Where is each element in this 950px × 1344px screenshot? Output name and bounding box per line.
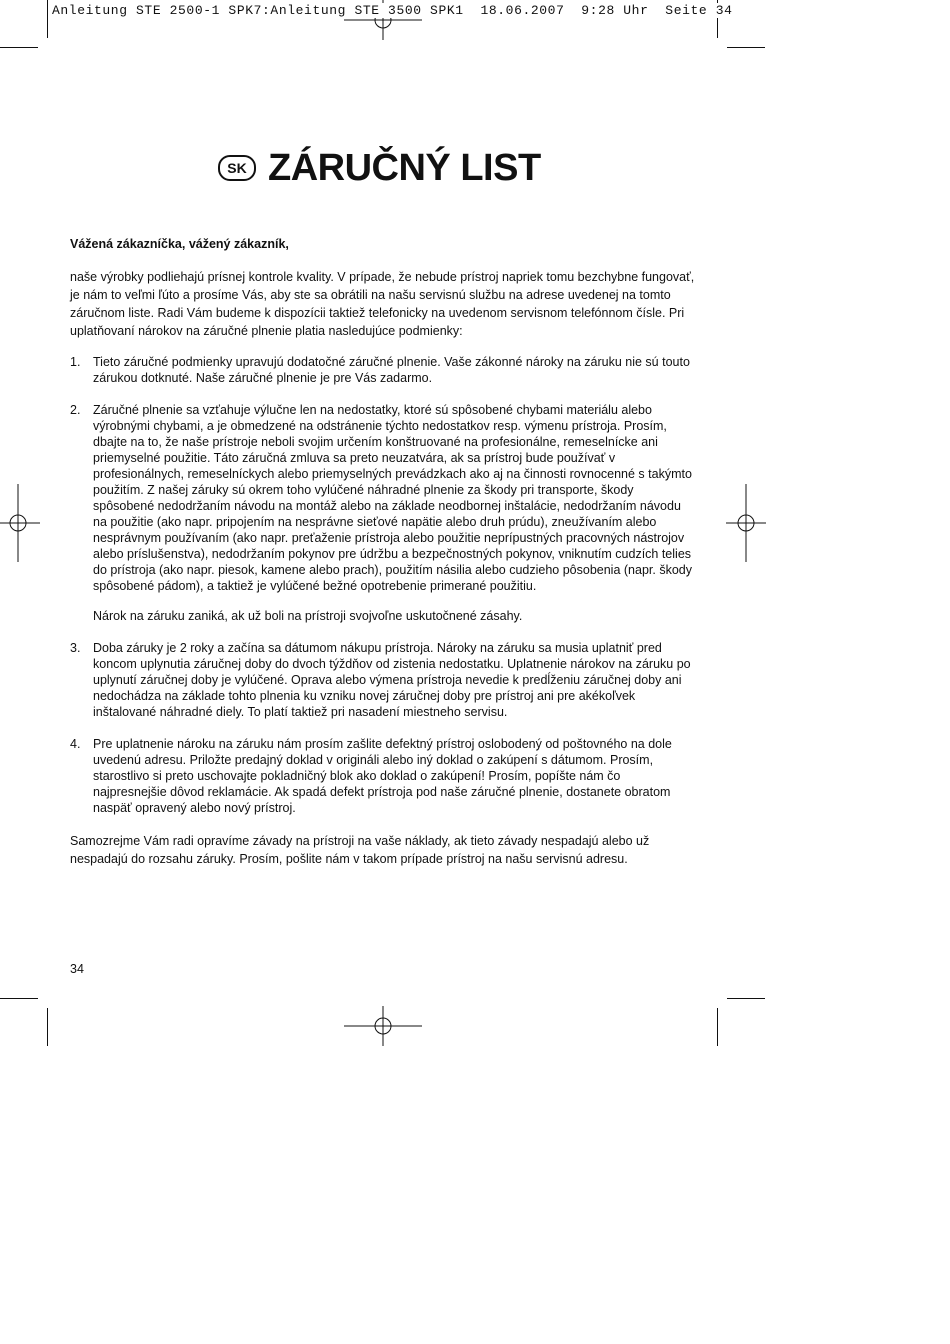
crop-mark-top-right-horizontal [727, 47, 765, 48]
crop-mark-bottom-left-horizontal [0, 998, 38, 999]
crop-mark-bottom-right-vertical [717, 1008, 718, 1046]
warranty-text [70, 236, 695, 868]
page-number: 34 [70, 962, 84, 976]
list-item-text: Záručné plnenie sa vzťahuje výlučne len na nedostatky, ktoré sú spôsobené chybami materiálu alebo výrobnými chybami, a je obmedzené na odstránenie týchto nedostatkov resp. výmenu prístroja. Prosím, dbajte na to, že naše prístroje neboli svojim určením konštruované na profesionálne, remeselnícke ani priemyselné použitie. Táto záručná zmluva sa preto neuzatvára, ak sa prístroj bude používať v profesionálnych, remeselníckych alebo priemyselných prevádzkach ako aj na činnosti rovnocenné s takýmto použitím. Z našej záruky sú okrem toho vylúčené náhradné plnenie za škody pri transporte, škody spôsobené nedodržaním návodu na montáž alebo na základe neodbornej inštalácie, nedodržaním návodu na použitie (ako napr. pripojením na nesprávne sieťové napätie alebo druh prúdu), zneužívaním alebo nesprávnym používaním (ako napr. preťaženie prístroja alebo použitie neprípustných pracovných nástrojov alebo príslušenstva), nedodržaním pokynov pre údržbu a bezpečnostných pokynov, vniknutím cudzích telies do prístroja (ako napr. piesok, kamene alebo prach), použitím násilia alebo cudzieho pôsobenia (napr. škody spôsobené pádom), a taktiež je vylúčené bežné opotrebenie primerané použitiu. [93, 403, 692, 593]
list-item-number: 3. [70, 641, 81, 655]
list-item-text: Pre uplatnenie nároku na záruku nám prosím zašlite defektný prístroj oslobodený od poštovného na dole uvedenú adresu. Priložte predajný doklad v origináli alebo iný doklad o zakúpení s dátumom. Prosím, starostlivo si preto uschovajte pokladničný blok ako doklad o zakúpení! Prosím, popíšte nám čo najpresnejšie dôvod reklamácie. Ak spadá defekt prístroja pod naše záručné plnenie, dostanete obratom naspäť opravený alebo nový prístroj. [93, 737, 672, 815]
page-header [218, 140, 541, 196]
intro-paragraph: naše výrobky podliehajú prísnej kontrole kvality. V prípade, že nebude prístroj napriek tomu bezchybne fungovať, je nám to veľmi ľúto a prosíme Vás, aby ste sa obrátili na našu servisnú službu na adrese uvedenej na tomto záručnom liste. Radi Vám budeme k dispozícii taktiež telefonicky na uvedenom servisnom telefónnom čísle. Pri uplatňovaní nárokov na záručné plnenie platia nasledujúce podmienky: [70, 270, 695, 338]
list-item-text: Tieto záručné podmienky upravujú dodatočné záručné plnenie. Vaše zákonné nároky na záruku nie sú touto zárukou dotknuté. Naše záručné plnenie je pre Vás zadarmo. [93, 355, 690, 385]
list-item [70, 640, 695, 720]
closing-paragraph: Samozrejme Vám radi opravíme závady na prístroji na vaše náklady, ak tieto závady nespadajú alebo už nespadajú do rozsahu záruky. Prosím, pošlite nám v takom prípade prístroj na našu servisnú adresu. [70, 834, 650, 866]
list-item-number: 4. [70, 737, 81, 751]
list-item [70, 736, 695, 816]
crop-mark-top-left-horizontal [0, 47, 38, 48]
registration-mark-right [726, 484, 766, 562]
page-title: ZÁRUČNÝ LIST [268, 146, 541, 189]
crop-mark-bottom-left-vertical [47, 1008, 48, 1046]
list-item-number: 1. [70, 355, 81, 369]
language-badge: SK [218, 155, 256, 181]
list-item [70, 402, 695, 624]
print-slug-line: Anleitung STE 2500-1 SPK7:Anleitung STE 3500 SPK1 18.06.2007 9:28 Uhr Seite 34 [52, 3, 733, 18]
list-item [70, 354, 695, 386]
greeting: Vážená zákazníčka, vážený zákazník, [70, 237, 289, 251]
list-item-text: Doba záruky je 2 roky a začína sa dátumom nákupu prístroja. Nároky na záruku sa musia uplatniť pred koncom uplynutia záručnej doby do dvoch týždňov od zistenia nedostatku. Uplatnenie nárokov na záruku po uplynutí záručnej doby je vylúčené. Oprava alebo výmena prístroja nevedie k predĺženiu záručnej doby ani nedochádza na základe tohto plnenia ku vzniku novej záručnej doby pre prístroj ani pre akékoľvek inštalované náhradné diely. To platí taktiež pri nasadení miestneho servisu. [93, 641, 691, 719]
registration-mark-left [0, 484, 40, 562]
list-item-note: Nárok na záruku zaniká, ak už boli na prístroji svojvoľne uskutočnené zásahy. [93, 609, 523, 623]
crop-mark-bottom-right-horizontal [727, 998, 765, 999]
registration-mark-bottom [344, 1006, 422, 1046]
crop-mark-top-left-vertical [47, 0, 48, 38]
list-item-number: 2. [70, 403, 81, 417]
